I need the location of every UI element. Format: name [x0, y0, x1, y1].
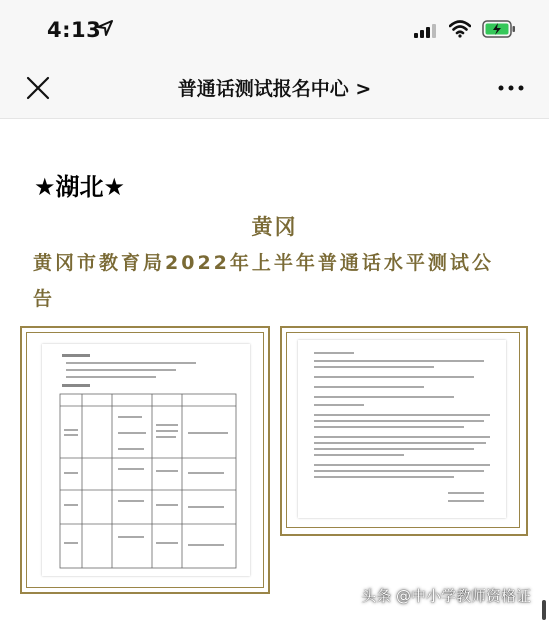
status-bar — [0, 0, 549, 58]
watermark-text: 头条 @中小学教师资格证 — [361, 587, 531, 605]
city-heading: 黄冈 — [251, 215, 298, 239]
cellular-signal-icon — [414, 24, 438, 38]
battery-charging-icon — [482, 20, 516, 38]
page-title[interactable]: 普通话测试报名中心 > — [177, 78, 372, 100]
notice-image-right[interactable] — [280, 326, 528, 536]
nav-bar — [0, 58, 549, 119]
notice-page-left-graphic — [42, 344, 250, 576]
wifi-icon — [449, 20, 471, 38]
scroll-indicator[interactable] — [542, 600, 546, 620]
notice-image-left[interactable] — [20, 326, 270, 594]
location-arrow-icon — [97, 20, 113, 36]
article-content — [0, 119, 549, 622]
notice-page-right-graphic — [298, 340, 506, 518]
article-headline: 黄冈市教育局2022年上半年普通话水平测试公告 — [33, 252, 494, 310]
more-icon[interactable] — [498, 85, 524, 91]
province-heading: ★湖北★ — [34, 173, 126, 201]
status-time: 4:13 — [47, 18, 102, 42]
